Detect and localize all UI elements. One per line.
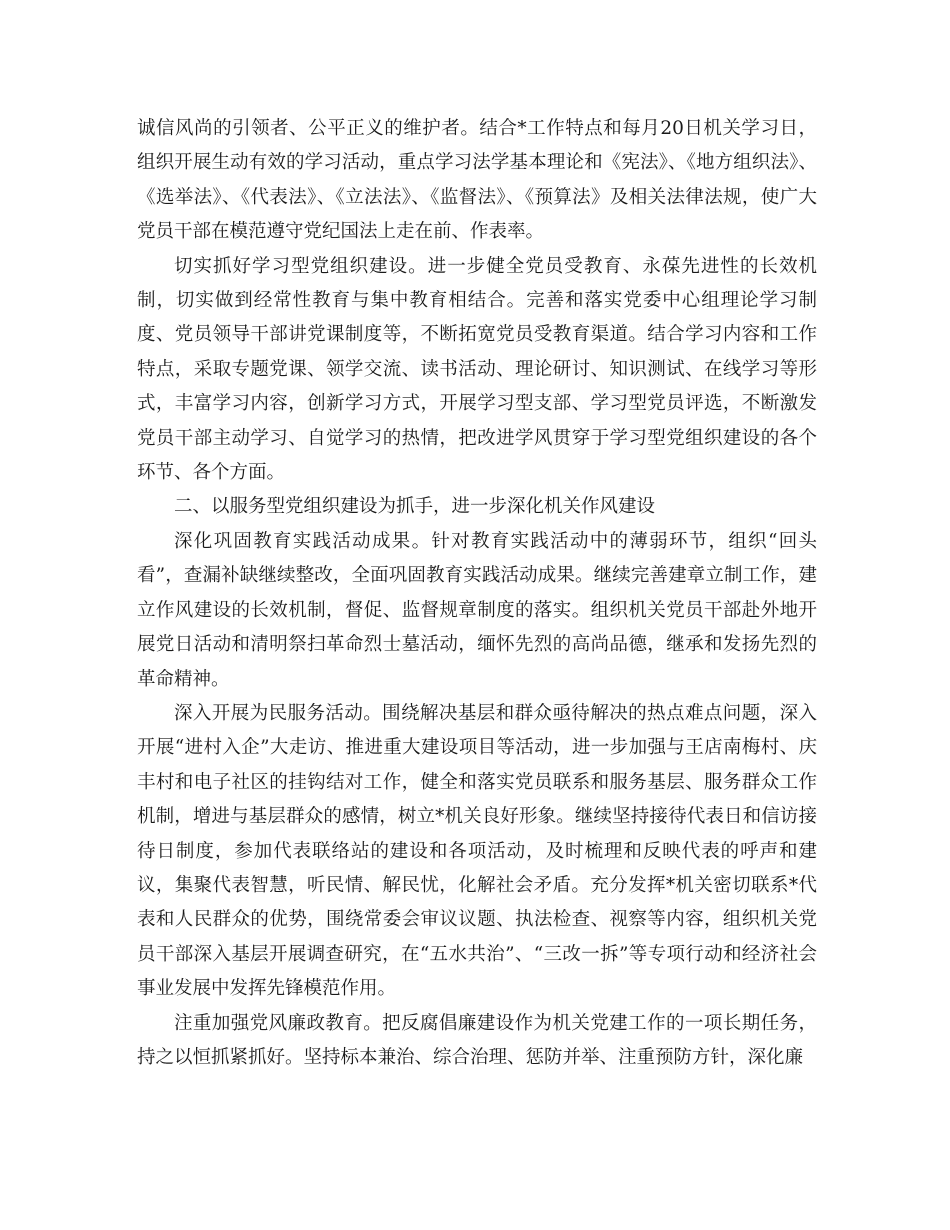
paragraph-integrity-education: 注重加强党风廉政教育。把反腐倡廉建设作为机关党建工作的一项长期任务，持之以恒抓紧抓好。坚持标本兼治、综合治理、惩防并举、注重预防方针，深化廉 [137, 1012, 817, 1068]
paragraph-education-practice: 深化巩固教育实践活动成果。针对教育实践活动中的薄弱环节，组织“回头看”，查漏补缺继续整改，全面巩固教育实践活动成果。继续完善建章立制工作，建立作风建设的长效机制，督促、监督规章制度的落实。组织机关党员干部赴外地开展党日活动和清明祭扫革命烈士墓活动，缅怀先烈的高尚品德，继承和发扬先烈的革命精神。 [137, 530, 817, 690]
paragraph-study-organization: 切实抓好学习型党组织建设。进一步健全党员受教育、永葆先进性的长效机制，切实做到经常性教育与集中教育相结合。完善和落实党委中心组理论学习制度、党员领导干部讲党课制度等，不断拓宽党员受教育渠道。结合学习内容和工作特点，采取专题党课、领学交流、读书活动、理论研讨、知识测试、在线学习等形式，丰富学习内容，创新学习方式，开展学习型支部、学习型党员评选，不断激发党员干部主动学习、自觉学习的热情，把改进学风贯穿于学习型党组织建设的各个环节、各个方面。 [137, 255, 817, 484]
document-body [137, 112, 817, 1075]
section-heading-two: 二、以服务型党组织建设为抓手，进一步深化机关作风建设 [174, 496, 656, 518]
paragraph-continuation: 诚信风尚的引领者、公平正义的维护者。结合*工作特点和每月20日机关学习日，组织开展生动有效的学习活动，重点学习法学基本理论和《宪法》、《地方组织法》、《选举法》、《代表法》、《立法法》、《监督法》、《预算法》及相关法律法规，使广大党员干部在模范遵守党纪国法上走在前、作表率。 [137, 118, 817, 243]
paragraph-public-service: 深入开展为民服务活动。围绕解决基层和群众亟待解决的热点难点问题，深入开展“进村入企”大走访、推进重大建设项目等活动，进一步加强与王店南梅村、庆丰村和电子社区的挂钩结对工作，健全和落实党员联系和服务基层、服务群众工作机制，增进与基层群众的感情，树立*机关良好形象。继续坚持接待代表日和信访接待日制度，参加代表联络站的建设和各项活动，及时梳理和反映代表的呼声和建议，集聚代表智慧，听民情、解民忧，化解社会矛盾。充分发挥*机关密切联系*代表和人民群众的优势，围绕常委会审议议题、执法检查、视察等内容，组织机关党员干部深入基层开展调查研究，在“五水共治”、“三改一拆”等专项行动和经济社会事业发展中发挥先锋模范作用。 [137, 702, 817, 1000]
